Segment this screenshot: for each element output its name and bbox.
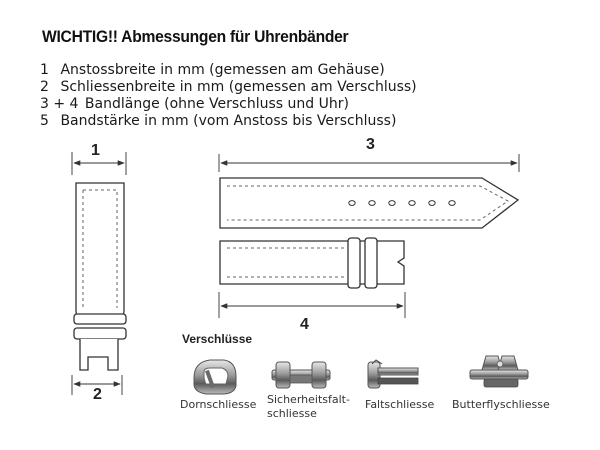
legend-number: 1: [40, 62, 49, 78]
clasp-label-folding: Faltschliesse: [365, 398, 435, 411]
clasp-label-safety-line2: schliesse: [267, 407, 317, 420]
dimension-label-3: 3: [366, 136, 375, 153]
legend-text: Bandlänge (ohne Verschluss und Uhr): [84, 96, 349, 112]
legend-text: Schliessenbreite in mm (gemessen am Verschluss): [60, 79, 417, 95]
safety-clasp-icon: [272, 362, 330, 388]
folding-clasp-icon: [368, 360, 418, 388]
dimension-4: [219, 292, 405, 318]
legend-number: 2: [40, 79, 49, 95]
clasp-label-butterfly: Butterflyschliesse: [452, 398, 550, 411]
dimension-3: [219, 154, 519, 172]
strap-short-piece: [220, 238, 404, 288]
legend-number: 3 + 4: [40, 96, 79, 112]
strap-front-view: [74, 183, 126, 370]
legend-text: Bandstärke in mm (vom Anstoss bis Verschluss): [60, 113, 397, 129]
buckle-icon: [194, 360, 236, 394]
page-title: WICHTIG!! Abmessungen für Uhrenbänder: [42, 27, 349, 46]
clasps-section-title: Verschlüsse: [182, 332, 253, 346]
dimension-label-1: 1: [91, 142, 100, 159]
clasp-label-dorn: Dornschliesse: [180, 398, 257, 411]
clasp-label-safety-line1: Sicherheitsfalt-: [267, 393, 350, 406]
legend-text: Anstossbreite in mm (gemessen am Gehäuse): [60, 62, 385, 78]
butterfly-clasp-icon: [470, 356, 528, 387]
strap-long-piece: [220, 178, 518, 228]
dimension-label-4: 4: [300, 316, 309, 333]
dimension-label-2: 2: [93, 386, 102, 403]
legend-number: 5: [40, 113, 49, 129]
